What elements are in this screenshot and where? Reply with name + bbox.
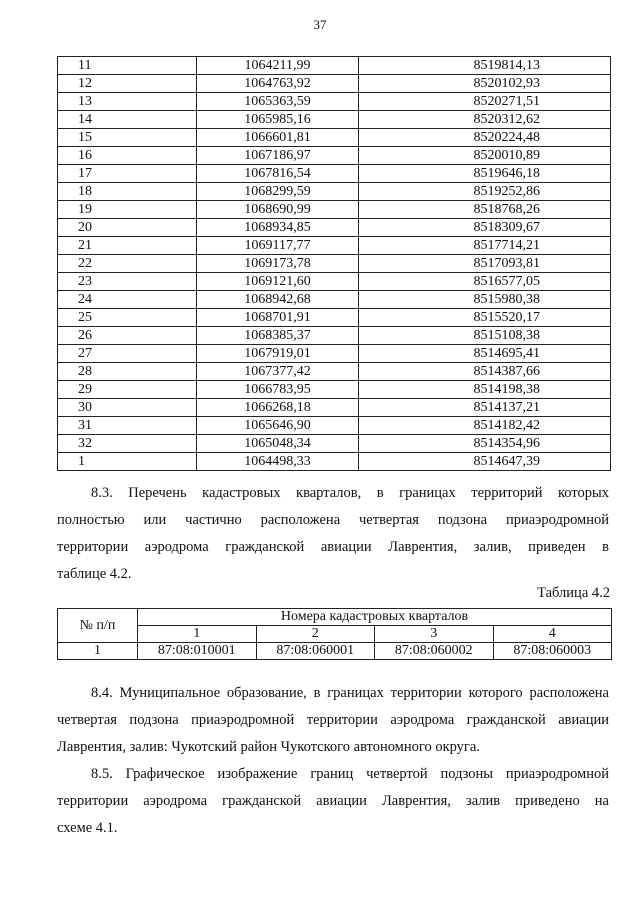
column-number: 2 bbox=[256, 626, 375, 643]
paragraph-line: таблице 4.2. bbox=[57, 566, 132, 582]
x-coordinate: 1068690,99 bbox=[196, 201, 359, 219]
x-coordinate: 1065646,90 bbox=[196, 417, 359, 435]
x-coordinate: 1067186,97 bbox=[196, 147, 359, 165]
point-number: 20 bbox=[58, 219, 197, 237]
x-coordinate: 1065985,16 bbox=[196, 111, 359, 129]
table-row bbox=[58, 57, 611, 75]
paragraph-line: полностью или частично расположена четвертая подзона приаэродромной bbox=[57, 512, 609, 528]
column-number: 4 bbox=[493, 626, 612, 643]
table-row bbox=[58, 111, 611, 129]
table-row bbox=[58, 165, 611, 183]
table-4-2-caption: Таблица 4.2 bbox=[537, 585, 610, 601]
y-coordinate: 8514695,41 bbox=[359, 345, 611, 363]
y-coordinate: 8520102,93 bbox=[359, 75, 611, 93]
table-row bbox=[58, 417, 611, 435]
x-coordinate: 1068942,68 bbox=[196, 291, 359, 309]
y-coordinate: 8515520,17 bbox=[359, 309, 611, 327]
paragraph-8-3 bbox=[57, 480, 609, 588]
table-row bbox=[58, 93, 611, 111]
y-coordinate: 8520271,51 bbox=[359, 93, 611, 111]
y-coordinate: 8515108,38 bbox=[359, 327, 611, 345]
point-number: 22 bbox=[58, 255, 197, 273]
cadastral-quarter: 87:08:060003 bbox=[493, 643, 612, 660]
paragraph-line: территории аэродрома гражданской авиации Лаврентия, залив, приведен в bbox=[57, 539, 609, 555]
point-number: 32 bbox=[58, 435, 197, 453]
y-coordinate: 8517714,21 bbox=[359, 237, 611, 255]
y-coordinate: 8519252,86 bbox=[359, 183, 611, 201]
point-number: 21 bbox=[58, 237, 197, 255]
y-coordinate: 8514387,66 bbox=[359, 363, 611, 381]
x-coordinate: 1065048,34 bbox=[196, 435, 359, 453]
y-coordinate: 8519814,13 bbox=[359, 57, 611, 75]
y-coordinate: 8519646,18 bbox=[359, 165, 611, 183]
x-coordinate: 1067816,54 bbox=[196, 165, 359, 183]
y-coordinate: 8517093,81 bbox=[359, 255, 611, 273]
paragraph-8-5 bbox=[57, 761, 609, 842]
table-row bbox=[58, 327, 611, 345]
table-row bbox=[58, 291, 611, 309]
paragraph-line: 8.3. Перечень кадастровых кварталов, в границах территорий которых bbox=[91, 485, 609, 501]
x-coordinate: 1066783,95 bbox=[196, 381, 359, 399]
paragraph-line: территории аэродрома гражданской авиации Лаврентия, залив приведено на bbox=[57, 793, 609, 809]
x-coordinate: 1064211,99 bbox=[196, 57, 359, 75]
y-coordinate: 8515980,38 bbox=[359, 291, 611, 309]
x-coordinate: 1069117,77 bbox=[196, 237, 359, 255]
point-number: 17 bbox=[58, 165, 197, 183]
x-coordinate: 1068299,59 bbox=[196, 183, 359, 201]
x-coordinate: 1066268,18 bbox=[196, 399, 359, 417]
table-row bbox=[58, 363, 611, 381]
point-number: 13 bbox=[58, 93, 197, 111]
cadastral-quarters-table bbox=[57, 608, 612, 660]
table-row bbox=[58, 345, 611, 363]
x-coordinate: 1068701,91 bbox=[196, 309, 359, 327]
x-coordinate: 1068934,85 bbox=[196, 219, 359, 237]
point-number: 15 bbox=[58, 129, 197, 147]
point-number: 1 bbox=[58, 453, 197, 471]
point-number: 12 bbox=[58, 75, 197, 93]
paragraph-line: схеме 4.1. bbox=[57, 820, 118, 836]
header-number: № п/п bbox=[58, 609, 138, 643]
point-number: 25 bbox=[58, 309, 197, 327]
x-coordinate: 1067377,42 bbox=[196, 363, 359, 381]
table-row bbox=[58, 147, 611, 165]
y-coordinate: 8514647,39 bbox=[359, 453, 611, 471]
table-row bbox=[58, 201, 611, 219]
y-coordinate: 8514137,21 bbox=[359, 399, 611, 417]
paragraph-line: четвертая подзона приаэродромной территории аэродрома гражданской авиации bbox=[57, 712, 609, 728]
coordinates-table-body bbox=[58, 57, 611, 471]
paragraph-line: Лаврентия, залив: Чукотский район Чукотского автономного округа. bbox=[57, 739, 480, 755]
table-row bbox=[58, 273, 611, 291]
page-number: 37 bbox=[313, 17, 327, 32]
table-row bbox=[58, 75, 611, 93]
table-row bbox=[58, 219, 611, 237]
table-row bbox=[58, 399, 611, 417]
point-number: 19 bbox=[58, 201, 197, 219]
table-row bbox=[58, 129, 611, 147]
column-number: 1 bbox=[138, 626, 257, 643]
point-number: 24 bbox=[58, 291, 197, 309]
x-coordinate: 1069173,78 bbox=[196, 255, 359, 273]
point-number: 16 bbox=[58, 147, 197, 165]
paragraph-line: 8.4. Муниципальное образование, в границах территории которого расположена bbox=[91, 685, 609, 701]
cadastral-quarter: 87:08:060001 bbox=[256, 643, 375, 660]
cadastral-quarter: 87:08:010001 bbox=[138, 643, 257, 660]
x-coordinate: 1065363,59 bbox=[196, 93, 359, 111]
header-quarters: Номера кадастровых кварталов bbox=[138, 609, 612, 626]
y-coordinate: 8516577,05 bbox=[359, 273, 611, 291]
x-coordinate: 1068385,37 bbox=[196, 327, 359, 345]
y-coordinate: 8518309,67 bbox=[359, 219, 611, 237]
x-coordinate: 1069121,60 bbox=[196, 273, 359, 291]
point-number: 26 bbox=[58, 327, 197, 345]
table-row bbox=[58, 183, 611, 201]
point-number: 29 bbox=[58, 381, 197, 399]
y-coordinate: 8514182,42 bbox=[359, 417, 611, 435]
point-number: 30 bbox=[58, 399, 197, 417]
cadastral-quarter: 87:08:060002 bbox=[375, 643, 494, 660]
point-number: 18 bbox=[58, 183, 197, 201]
paragraph-line: 8.5. Графическое изображение границ четвертой подзоны приаэродромной bbox=[91, 766, 609, 782]
table-row bbox=[58, 309, 611, 327]
x-coordinate: 1064498,33 bbox=[196, 453, 359, 471]
point-number: 11 bbox=[58, 57, 197, 75]
table-row bbox=[58, 237, 611, 255]
point-number: 28 bbox=[58, 363, 197, 381]
table-column-numbers-row bbox=[58, 626, 612, 643]
y-coordinate: 8518768,26 bbox=[359, 201, 611, 219]
table-header-row bbox=[58, 609, 612, 626]
x-coordinate: 1067919,01 bbox=[196, 345, 359, 363]
point-number: 31 bbox=[58, 417, 197, 435]
table-row bbox=[58, 453, 611, 471]
point-number: 27 bbox=[58, 345, 197, 363]
x-coordinate: 1066601,81 bbox=[196, 129, 359, 147]
point-number: 23 bbox=[58, 273, 197, 291]
table-row bbox=[58, 255, 611, 273]
column-number: 3 bbox=[375, 626, 494, 643]
row-number: 1 bbox=[58, 643, 138, 660]
y-coordinate: 8514354,96 bbox=[359, 435, 611, 453]
coordinates-table bbox=[57, 56, 611, 471]
y-coordinate: 8514198,38 bbox=[359, 381, 611, 399]
x-coordinate: 1064763,92 bbox=[196, 75, 359, 93]
y-coordinate: 8520010,89 bbox=[359, 147, 611, 165]
y-coordinate: 8520224,48 bbox=[359, 129, 611, 147]
table-row bbox=[58, 381, 611, 399]
table-row bbox=[58, 435, 611, 453]
point-number: 14 bbox=[58, 111, 197, 129]
paragraph-8-4 bbox=[57, 680, 609, 761]
y-coordinate: 8520312,62 bbox=[359, 111, 611, 129]
table-row bbox=[58, 643, 612, 660]
